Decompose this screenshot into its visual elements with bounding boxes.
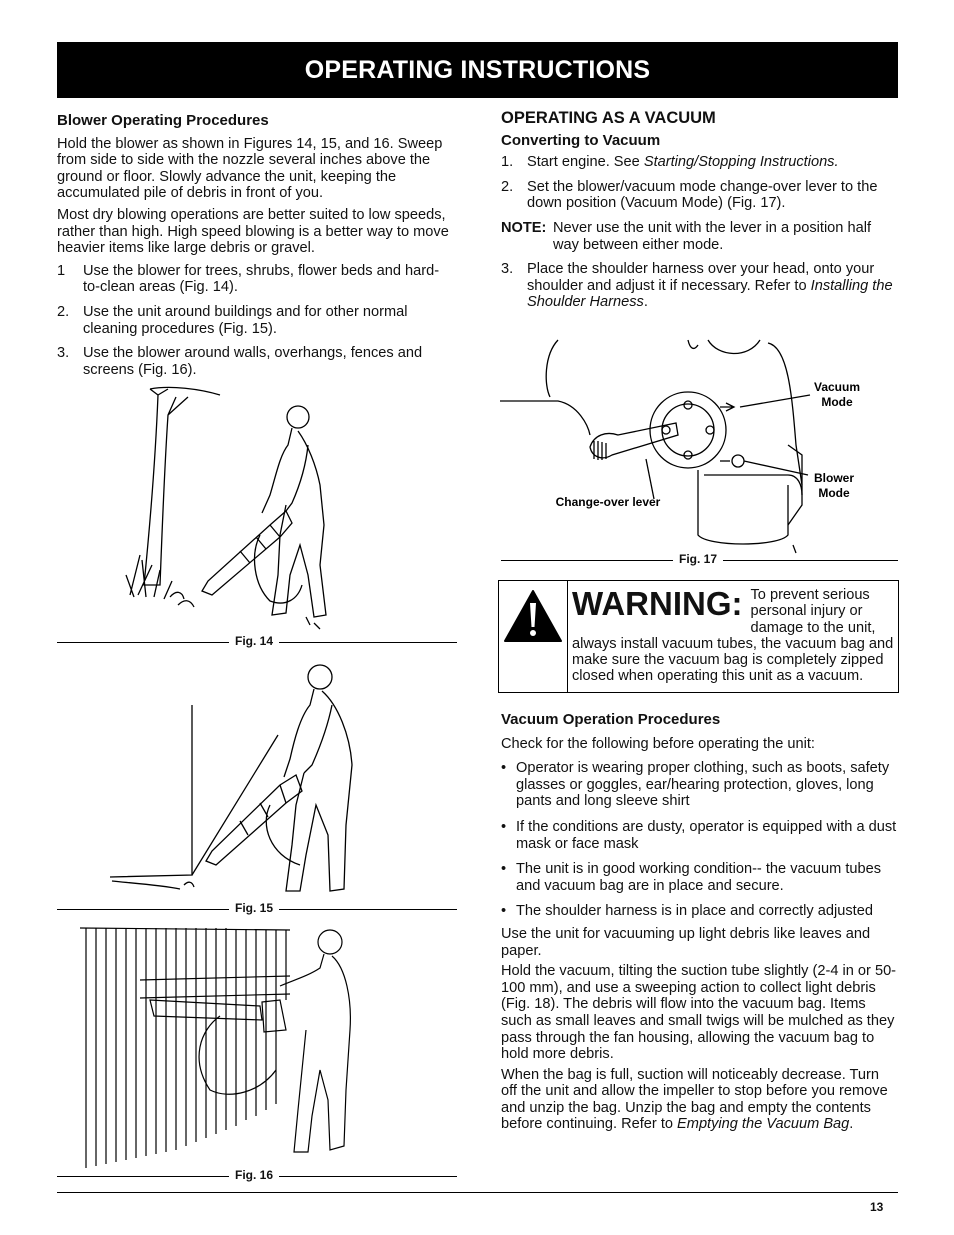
light-debris-paragraph: Use the unit for vacuuming up light debris like leaves and paper. <box>501 925 871 959</box>
hold-vacuum-paragraph: Hold the vacuum, tilting the suction tube slightly (2-4 in or 50-100 mm), and use a sweeping action to collect light debris (Fig. 18). The debris will flow into the vacuum bag. Items such as small leaves and small twigs will be mulched as they pass through the fan housing, allowing the vacuum bag to hold more debris. <box>501 963 897 1063</box>
list-item: • If the conditions are dusty, operator is equipped with a dust mask or face mask <box>501 818 897 852</box>
page-banner <box>57 42 898 98</box>
blower-paragraph-2: Most dry blowing operations are better suited to low speeds, rather than high. High speed blowing is a better way to move heavier items like large debris or gravel. <box>57 206 449 257</box>
blower-mode-label: Mode <box>818 486 850 500</box>
bag-full-paragraph: When the bag is full, suction will noticeably decrease. Turn off the unit and allow the impeller to stop before you remove and unzip the bag. Unzip the bag and empty the contents before continuing. Refer to Emptying the Vacuum Bag. <box>501 1066 888 1133</box>
page-number: 13 <box>870 1200 884 1214</box>
vacuum-procedures-section <box>501 712 899 1133</box>
blower-list-item: 3. Use the blower around walls, overhangs, fences and screens (Fig. 16). <box>57 345 423 378</box>
fig14-label: Fig. 14 <box>229 634 279 648</box>
fig14-illustration <box>120 385 360 635</box>
right-column <box>501 110 899 311</box>
change-over-lever-label: Change-over lever <box>555 495 661 509</box>
blower-procedures-heading: Blower Operating Procedures <box>57 112 269 129</box>
fig15-illustration <box>100 655 380 903</box>
blower-mode-label: Blower <box>813 471 855 485</box>
warning-text-cell <box>572 587 894 685</box>
warning-icon-cell <box>499 581 568 692</box>
fig17-illustration <box>498 335 898 560</box>
vacuum-mode-label: Vacuum <box>813 380 861 394</box>
converting-step: 1. Start engine. See Starting/Stopping Instructions. <box>501 154 839 171</box>
vacuum-procedures-heading: Vacuum Operation Procedures <box>501 711 721 728</box>
vacuum-heading: OPERATING AS A VACUUM <box>501 109 716 127</box>
list-item: • The shoulder harness is in place and correctly adjusted <box>501 903 873 920</box>
fig17-label: Fig. 17 <box>673 552 723 566</box>
list-item: • The unit is in good working condition-- the vacuum tubes and vacuum bag are in place and secure. <box>501 861 882 894</box>
fig15-label: Fig. 15 <box>229 901 279 915</box>
blower-paragraph-1: Hold the blower as shown in Figures 14, 15, and 16. Sweep from side to side with the nozzle several inches above the ground or floor. Slowly advance the unit, keeping the accumulated pile of debris in front of you. <box>57 135 443 202</box>
converting-step: 3. Place the shoulder harness over your head, onto your shoulder and adjust it if necessary. Refer to Installing the Shoulder Harness. <box>501 261 893 311</box>
vacuum-intro: Check for the following before operating the unit: <box>501 735 815 752</box>
note-text: Never use the unit with the lever in a position half way between either mode. <box>553 219 871 253</box>
fig16-illustration <box>80 920 370 1170</box>
footer-rule <box>57 1192 898 1193</box>
page-title: OPERATING INSTRUCTIONS <box>304 55 651 84</box>
left-column <box>57 113 455 378</box>
converting-heading: Converting to Vacuum <box>501 131 661 149</box>
list-item: • Operator is wearing proper clothing, such as boots, safety glasses or goggles, ear/hearing protection, gloves, long pants and long sleeve shirt <box>501 760 890 810</box>
note <box>501 220 899 253</box>
warning-text: To prevent serious personal injury or damage to the unit, always install vacuum tubes, the vacuum bag and make sure the vacuum bag is completely zipped closed when operating this unit as a vacuum. <box>572 587 894 685</box>
warning-word: WARNING: <box>572 585 743 622</box>
vacuum-mode-label: Mode <box>821 395 853 409</box>
note-label: NOTE: <box>501 219 547 236</box>
warning-triangle-icon <box>499 581 567 692</box>
warning-box <box>498 580 899 693</box>
fig16-label: Fig. 16 <box>229 1168 279 1182</box>
blower-list-item: 2. Use the unit around buildings and for other normal cleaning procedures (Fig. 15). <box>57 303 408 337</box>
converting-step: 2. Set the blower/vacuum mode change-over lever to the down position (Vacuum Mode) (Fig. 17). <box>501 178 878 212</box>
blower-list-item: 1 Use the blower for trees, shrubs, flower beds and hard-to-clean areas (Fig. 14). <box>57 262 440 296</box>
